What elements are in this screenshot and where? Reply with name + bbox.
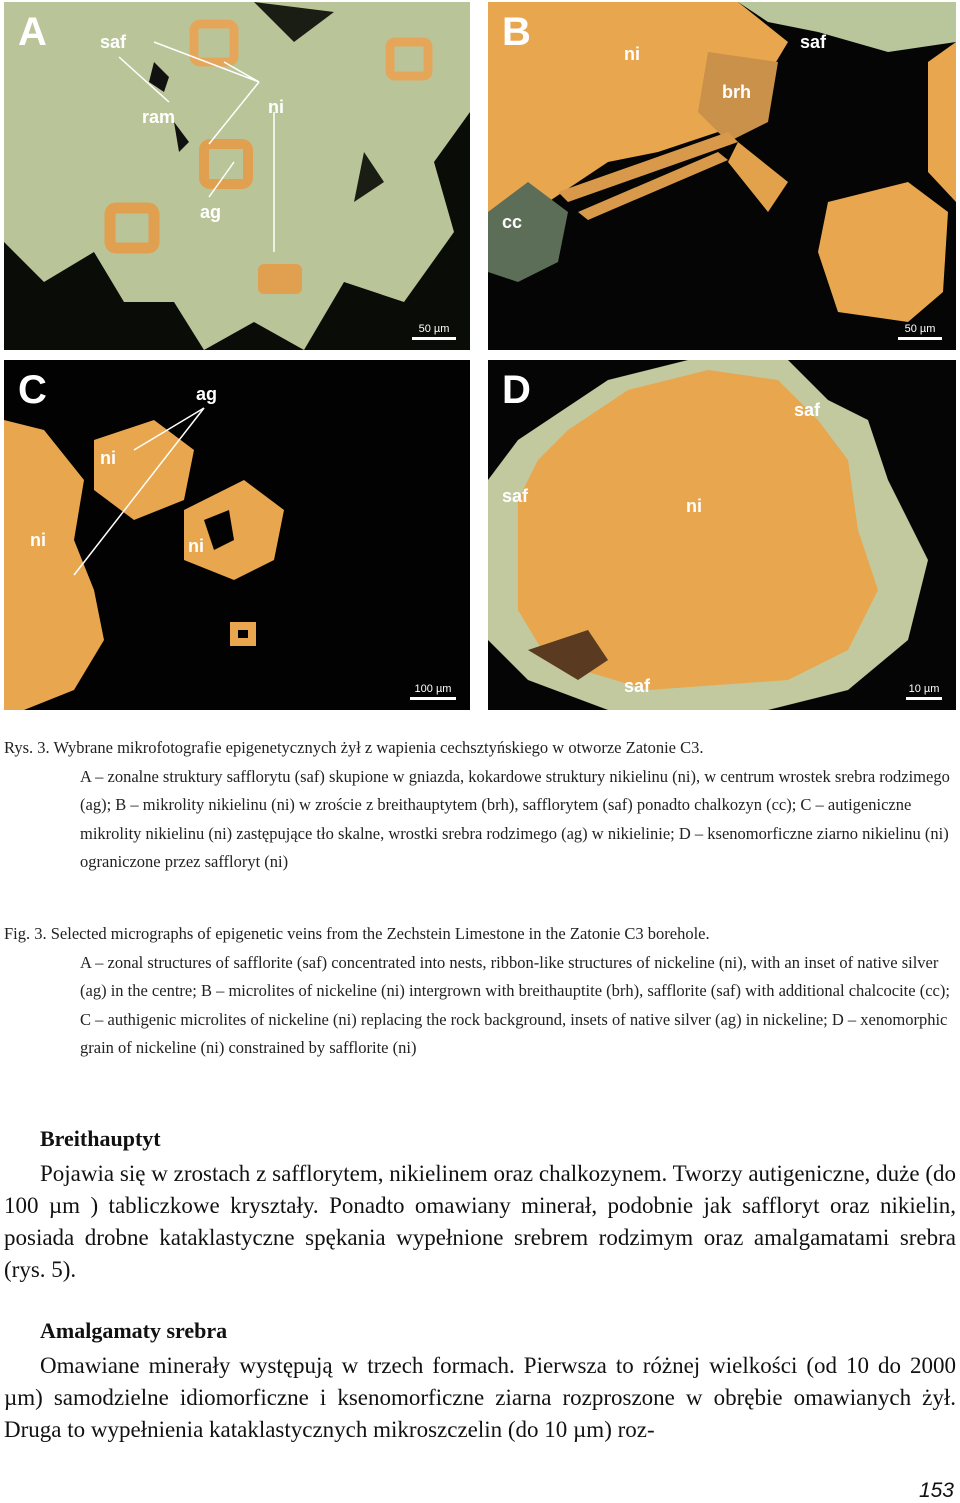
panel-d-label-saf-1: saf <box>794 400 821 420</box>
panel-c-label-ni-3: ni <box>188 536 204 556</box>
panel-c-label-ni-1: ni <box>100 448 116 468</box>
micrograph-panel-c <box>4 360 470 710</box>
caption-pl-body: A – zonalne struktury safflorytu (saf) skupione w gniazda, kokardowe struktury nikielinu (ni), w centrum wrostek srebra rodzimego (ag); B – mikrolity nikielinu (ni) w zroście z breithauptytem (brh), safflorytem (saf) ponadto chalkozyn (cc); C – autigeniczne mikrolity nikielinu (ni) zastępujące tło skalne, wrostki srebra rodzimego (ag) w nikielinie; D – ksenomorficzne ziarno nikielinu (ni) ograniczone przez saffloryt (ni) <box>80 766 950 871</box>
panel-a-scalebar <box>412 323 456 340</box>
panel-d-label-saf-3: saf <box>624 676 651 696</box>
panel-b-scalebar <box>898 323 942 340</box>
panel-a-scale-text: 50 µm <box>418 323 450 335</box>
panel-a-label-ni: ni <box>268 97 284 117</box>
panel-d-scalebar <box>906 683 942 700</box>
panel-c-image <box>4 360 470 710</box>
micrograph-panel-b <box>488 2 956 350</box>
panel-b-label-saf: saf <box>800 32 827 52</box>
panel-d-letter: D <box>502 368 531 412</box>
panel-c-letter: C <box>18 368 47 412</box>
caption-pl-lead: Rys. 3. Wybrane mikrofotografie epigenetycznych żył z wapienia cechsztyńskiego w otworze Zatonie C3. <box>4 738 704 757</box>
micrograph-panel-a <box>4 2 470 350</box>
figure-caption-polish <box>4 734 954 877</box>
breithauptyt-paragraph: Pojawia się w zrostach z safflorytem, nikielinem oraz chalkozynem. Tworzy autigeniczne, duże (do 100 µm ) tabliczkowe kryształy. Ponadto omawiany minerał, podobnie jak saffloryt oraz nikielin, posiada drobne kataklastyczne spękania wypełnione srebrem rodzimym oraz amalgamatami srebra (rys. 5). <box>4 1161 956 1282</box>
panel-b-label-cc: cc <box>502 212 523 232</box>
panel-c-scalebar <box>410 683 456 700</box>
caption-en-lead: Fig. 3. Selected micrographs of epigenetic veins from the Zechstein Limestone in the Zatonie C3 borehole. <box>4 924 710 943</box>
section-heading-breithauptyt: Breithauptyt <box>40 1126 161 1151</box>
panel-a-label-saf: saf <box>100 32 127 52</box>
panel-b-scale-text: 50 µm <box>904 323 936 335</box>
panel-b-image <box>488 2 956 350</box>
section-text-amalgamaty <box>4 1350 956 1446</box>
panel-b-label-brh: brh <box>722 82 751 102</box>
panel-b-label-ni: ni <box>624 44 640 64</box>
amalgamaty-paragraph: Omawiane minerały występują w trzech formach. Pierwsza to różnej wielkości (od 10 do 2000 µm) samodzielne idiomorficzne i ksenomorficzne ziarna rozproszone w obrębie omawianych żył. Druga to wypełnienia kataklastycznych mikroszczelin (do 10 µm) roz- <box>4 1353 956 1442</box>
panel-d-image <box>488 360 956 710</box>
panel-b-letter: B <box>502 10 531 54</box>
section-text-breithauptyt <box>4 1158 956 1286</box>
micrograph-panel-d <box>488 360 956 710</box>
page-number: 153 <box>918 1479 954 1502</box>
section-heading-amalgamaty: Amalgamaty srebra <box>40 1318 228 1343</box>
panel-a-label-ag: ag <box>200 202 222 222</box>
panel-a-label-ram: ram <box>142 107 176 127</box>
panel-c-scale-text: 100 µm <box>414 683 452 695</box>
panel-a-letter: A <box>18 10 47 54</box>
caption-en-body: A – zonal structures of safflorite (saf) concentrated into nests, ribbon-like structures of nickeline (ni), with an inset of native silver (ag) in the centre; B – microlites of nickeline (ni) intergrown with breithauptite (brh), safflorite (saf) with additional chalcocite (cc); C – authigenic microlites of nickeline (ni) replacing the rock background, insets of native silver (ag) in nickeline; D – xenomorphic grain of nickeline (ni) constrained by safflorite (ni) <box>80 952 950 1057</box>
panel-c-label-ag: ag <box>196 384 218 404</box>
panel-d-label-ni: ni <box>686 496 702 516</box>
figure-caption-english <box>4 920 954 1063</box>
panel-a-image <box>4 2 470 350</box>
panel-d-label-saf-2: saf <box>502 486 529 506</box>
panel-c-label-ni-2: ni <box>30 530 46 550</box>
panel-d-scale-text: 10 µm <box>908 683 940 695</box>
